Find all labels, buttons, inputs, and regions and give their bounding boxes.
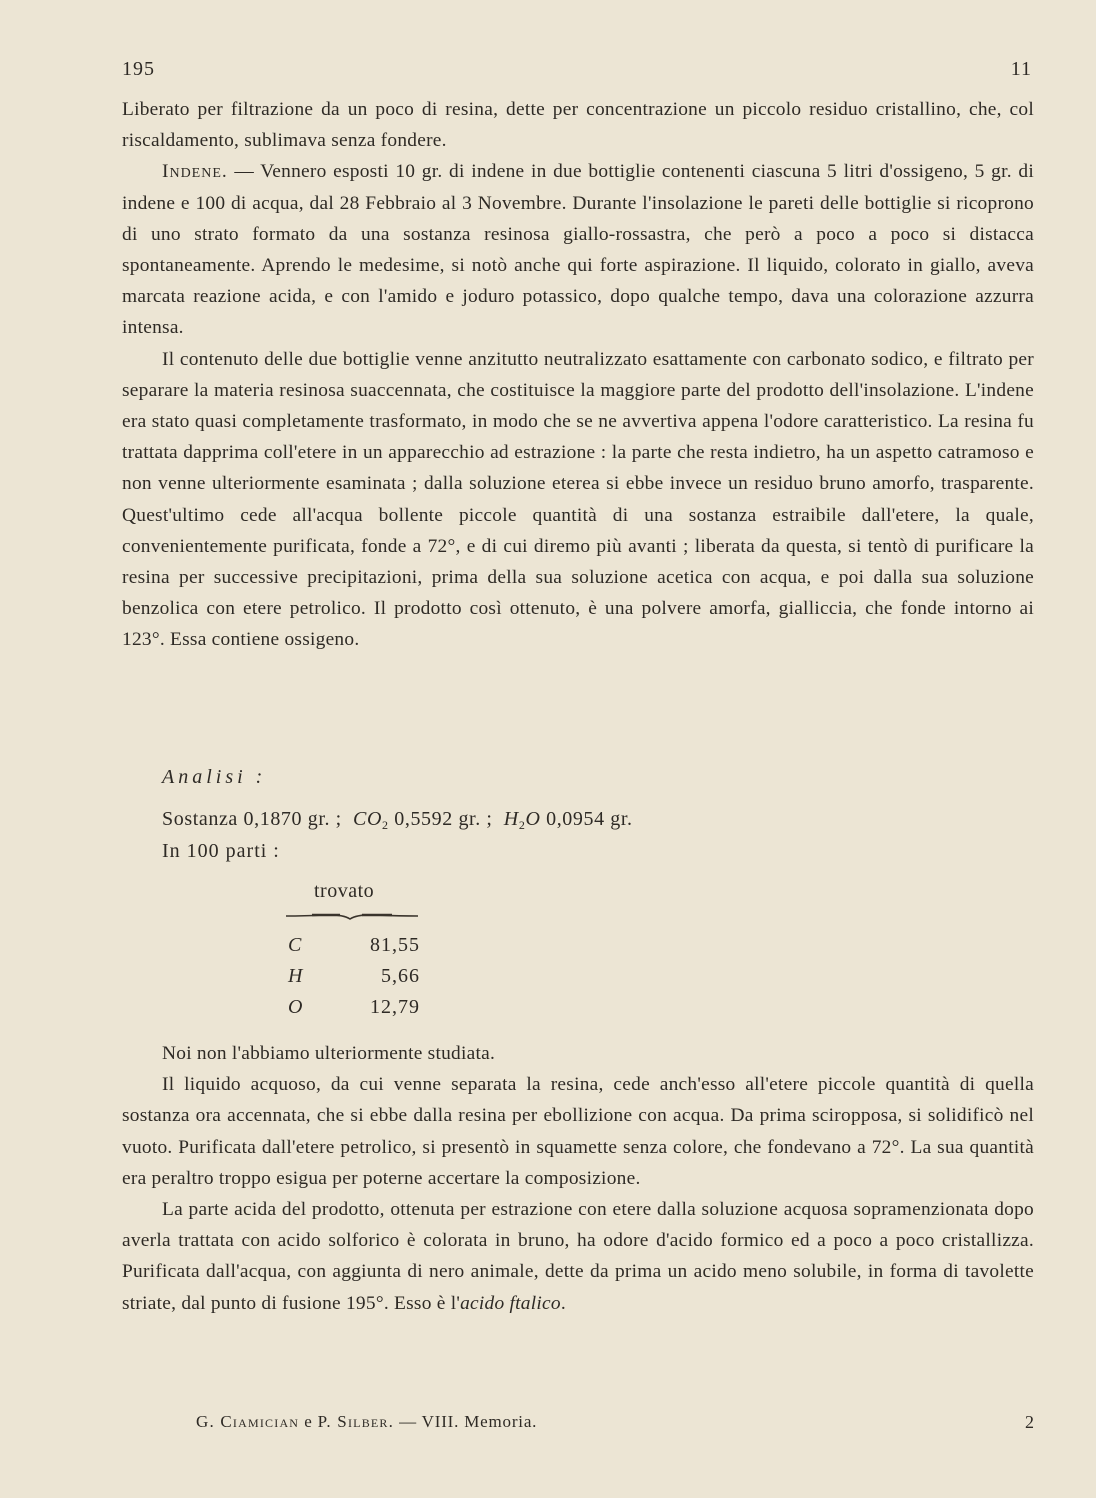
element-symbol: C xyxy=(288,934,302,956)
paragraph-text: — Vennero esposti 10 gr. di indene in due bottiglie contenenti ciascuna 5 litri d'ossigeno, 5 gr. di indene e 100 di acqua, dal 28 Febbraio al 3 Novembre. Durante l'insolazione le pareti delle bottiglie si ricoprono di uno strato formato da una sostanza resinosa giallo-rossastra, che però a poco a poco si distacca spontaneamente. Aprendo le medesime, si notò anche qui forte aspirazione. Il liquido, colorato in giallo, aveva marcata reazione acida, e con l'amido e joduro potassico, dopo qualche tempo, dava una colorazione azzurra intensa. xyxy=(122,161,1034,339)
in-parti-label: In 100 parti : xyxy=(162,840,280,862)
paragraph xyxy=(122,1038,1034,1069)
element-symbol: O xyxy=(288,996,303,1018)
h2o-formula-o: O xyxy=(525,808,541,830)
italic-term: acido ftalico xyxy=(460,1292,561,1314)
table-row xyxy=(284,930,420,961)
element-value: 5,66 xyxy=(381,965,420,987)
table-row xyxy=(284,961,420,992)
table-row xyxy=(284,992,420,1023)
body-text-top xyxy=(122,94,1034,656)
analysis-heading: Analisi : xyxy=(162,766,267,788)
h2o-value: 0,0954 gr. xyxy=(546,808,633,830)
footer-memoria: — VIII. Memoria. xyxy=(394,1412,538,1431)
co2-formula-base: CO xyxy=(353,808,383,830)
paragraph xyxy=(122,344,1034,656)
co2-value: 0,5592 gr. ; xyxy=(394,808,493,830)
paragraph-text: Liberato per filtrazione da un poco di resina, dette per concentrazione un piccolo residuo cristallino, che, col riscaldamento, sublimava senza fondere. xyxy=(122,99,1034,152)
co2-formula xyxy=(353,808,389,830)
analysis-measurements xyxy=(162,808,633,833)
h2o-subscript: 2 xyxy=(518,818,526,832)
element-value: 12,79 xyxy=(370,996,420,1018)
page-number-left: 195 xyxy=(122,58,155,80)
paragraph xyxy=(122,94,1034,156)
paragraph-text: Noi non l'abbiamo ulteriormente studiata. xyxy=(162,1043,496,1064)
co2-subscript: 2 xyxy=(382,818,389,832)
body-text-bottom xyxy=(122,1038,1034,1319)
footer-author-1: G. Ciamician xyxy=(196,1412,300,1431)
brace-divider xyxy=(284,908,420,928)
paragraph-text: Il liquido acquoso, da cui venne separata la resina, cede anch'esso all'etere piccole quantità di quella sostanza ora accennata, che si ebbe dalla resina per ebollizione con acqua. Da prima sciropposa, si solidificò nel vuoto. Purificata dall'etere petrolico, si presentò in squamette senza colore, che fondevano a 72°. La sua quantità era peraltro troppo esigua per poterne accertare la composizione. xyxy=(122,1074,1034,1189)
page-footer xyxy=(196,1412,537,1432)
footer-conjunction: e xyxy=(299,1412,318,1431)
signature-number: 2 xyxy=(1025,1412,1034,1432)
sostanza-value: 0,1870 gr. ; xyxy=(243,808,342,830)
page-number-right: 11 xyxy=(1010,58,1032,80)
analysis-results-table xyxy=(284,930,420,1023)
element-value: 81,55 xyxy=(370,934,420,956)
h2o-formula xyxy=(504,808,541,830)
paragraph-indene xyxy=(122,156,1034,343)
paragraph-text: Il contenuto delle due bottiglie venne anzitutto neutralizzato esattamente con carbonato sodico, e filtrato per separare la materia resinosa suaccennata, che costituisce la maggiore parte del prodotto dell'insolazione. L'indene era stato quasi completamente trasformato, in modo che se ne avvertiva appena l'odore caratteristico. La resina fu trattata dapprima coll'etere in un apparecchio ad estrazione : la parte che resta indietro, ha un aspetto catramoso e non venne ulteriormente esaminata ; dalla soluzione eterea si ebbe invece un residuo bruno amorfo, trasparente. Quest'ultimo cede all'acqua bollente piccole quantità di una sostanza estraibile dall'etere, la quale, convenientemente purificata, fonde a 72°, e di cui diremo più avanti ; liberata da questa, si tentò di purificare la resina per successive precipitazioni, prima della sua soluzione acetica con acqua, e poi dalla sua soluzione benzolica con etere petrolico. Il prodotto così ottenuto, è una polvere amorfa, gialliccia, che fonde intorno ai 123°. Essa contiene ossigeno. xyxy=(122,348,1034,651)
footer-author-2: P. Silber. xyxy=(317,1412,395,1431)
sostanza-label: Sostanza xyxy=(162,808,238,830)
h2o-formula-h: H xyxy=(503,808,519,830)
column-header-trovato: trovato xyxy=(314,880,375,902)
paragraph-text: La parte acida del prodotto, ottenuta per estrazione con etere dalla soluzione acquosa sopramenzionata dopo averla trattata con acido solforico è colorata in bruno, ha odore d'acido formico ed a poco a poco cristallizza. Purificata dall'acqua, con aggiunta di nero animale, dette da prima un acido meno solubile, in forma di tavolette striate, dal punto di fusione 195°. Esso è l' xyxy=(122,1199,1034,1314)
paragraph xyxy=(122,1194,1034,1319)
paragraph xyxy=(122,1069,1034,1194)
element-symbol: H xyxy=(288,965,303,987)
paragraph-end: . xyxy=(560,1292,566,1314)
section-lead-indene: Indene. xyxy=(162,161,228,183)
